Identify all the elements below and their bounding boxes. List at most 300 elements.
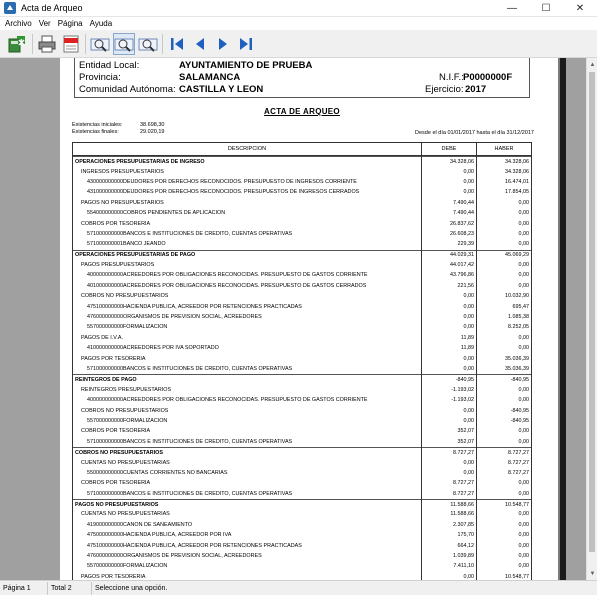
row-debe: 0,00 [463, 178, 474, 185]
row-haber: 0,00 [518, 199, 529, 206]
row-haber: -840,95 [510, 407, 529, 414]
row-debe: 1.039,89 [453, 553, 474, 560]
table-row [73, 416, 531, 426]
row-description [73, 428, 421, 434]
row-description [73, 356, 421, 362]
row-debe: 8.727,27 [453, 449, 474, 456]
row-haber: -840,95 [510, 376, 529, 383]
row-debe: 8.727,27 [453, 490, 474, 497]
row-debe: 26.608,23 [450, 230, 474, 237]
table-row [73, 509, 531, 519]
row-haber: 0,00 [518, 480, 529, 487]
row-description [73, 450, 421, 456]
account-code: 557000000000 [87, 563, 123, 570]
row-description [73, 574, 421, 580]
row-haber: 0,00 [518, 345, 529, 352]
app-icon [4, 2, 16, 14]
table-row [73, 353, 531, 363]
row-description [73, 189, 421, 195]
table-row [73, 468, 531, 478]
table-row [73, 333, 531, 343]
row-description [73, 522, 421, 528]
row-description [73, 252, 421, 258]
row-text: ACREEDORES POR OBLIGACIONES RECONOCIDAS. PRESUPUESTO DE GASTOS CORRIENTE [123, 272, 368, 279]
table-row [73, 343, 531, 353]
row-debe: 2.307,85 [453, 521, 474, 528]
nif-value: P0000000F [463, 72, 513, 83]
account-code: 419000000000 [87, 521, 123, 528]
account-code: 475000000000 [87, 532, 123, 539]
row-text: REINTEGROS PRESUPUESTARIOS [81, 386, 172, 393]
print-icon [37, 34, 57, 54]
table-row [73, 374, 531, 384]
row-text: HACIENDA PUBLICA, ACREEDOR POR IVA [123, 532, 232, 539]
row-haber: 0,00 [518, 532, 529, 539]
first-page-icon [169, 36, 185, 52]
account-code: 400000000000 [87, 272, 123, 279]
row-description [73, 200, 421, 206]
zoom-text-icon [138, 34, 158, 54]
table-row [73, 322, 531, 332]
row-haber: 0,00 [518, 553, 529, 560]
row-text: CUENTAS NO PRESUPUESTARIAS [81, 459, 170, 466]
row-description [73, 397, 421, 403]
existencias-iniciales [72, 122, 165, 128]
table-row [73, 447, 531, 457]
table-row [73, 572, 531, 580]
account-code: 550000000000 [87, 469, 123, 476]
row-description [73, 293, 421, 299]
vertical-scrollbar[interactable] [586, 58, 597, 580]
menu-archivo[interactable]: Archivo [5, 19, 32, 28]
toolbar-separator [85, 34, 86, 54]
row-debe: 7.411,10 [453, 563, 474, 570]
account-code: 430000000000 [87, 178, 123, 185]
row-text: ACREEDORES POR IVA SOPORTADO [123, 345, 219, 352]
account-code: 557000000000 [87, 324, 123, 331]
row-text: PAGOS DE I.V.A. [81, 334, 123, 341]
row-debe: 0,00 [463, 407, 474, 414]
table-row [73, 530, 531, 540]
provincia-label: Provincia: [79, 72, 121, 83]
table-row [73, 239, 531, 249]
row-haber: 35.036,39 [505, 355, 529, 362]
report-title: ACTA DE ARQUEO [264, 107, 340, 116]
table-row [73, 270, 531, 280]
status-message: Seleccione una opción. [95, 584, 168, 592]
row-debe: 0,00 [463, 303, 474, 310]
next-page-icon [215, 36, 231, 52]
row-text: FORMALIZACION [123, 563, 168, 570]
table-row [73, 478, 531, 488]
table-row [73, 198, 531, 208]
comunidad-label: Comunidad Autónoma: [79, 84, 176, 95]
account-code: 571000000000 [87, 438, 123, 445]
first-page-button[interactable] [166, 33, 188, 55]
minimize-button[interactable]: — [507, 3, 517, 14]
row-text: INGRESOS PRESUPUESTARIOS [81, 168, 164, 175]
row-text: PAGOS NO PRESUPUESTARIOS [75, 501, 159, 508]
row-description [73, 179, 421, 185]
table-row [73, 405, 531, 415]
table-row [73, 291, 531, 301]
account-code: 410000000000 [87, 345, 123, 352]
row-debe: 44.029,31 [450, 252, 474, 259]
row-description [73, 262, 421, 268]
row-text: OPERACIONES PRESUPUESTARIAS DE INGRESO [75, 158, 205, 165]
table-row [73, 312, 531, 322]
row-description [73, 241, 421, 247]
row-debe: -840,95 [455, 376, 474, 383]
row-text: ORGANISMOS DE PREVISION SOCIAL, ACREEDORES [123, 553, 262, 560]
column-divider [476, 156, 477, 580]
row-description [73, 408, 421, 414]
row-description [73, 345, 421, 351]
page-shadow [558, 58, 566, 580]
row-haber: 0,00 [518, 230, 529, 237]
row-text: ACREEDORES POR OBLIGACIONES RECONOCIDAS. PRESUPUESTO DE GASTOS CERRADOS [123, 282, 367, 289]
title-bar [0, 0, 597, 17]
exist-fin-value: 29.020,19 [140, 129, 165, 135]
col-debe: DEBE [421, 143, 476, 155]
row-haber: 0,00 [518, 397, 529, 404]
table-row [73, 260, 531, 270]
row-haber: 16.474,01 [505, 178, 529, 185]
row-description [73, 335, 421, 341]
print-button[interactable] [36, 33, 58, 55]
pdf-button[interactable] [60, 33, 82, 55]
row-debe: 0,00 [463, 417, 474, 424]
row-haber: 35.036,39 [505, 366, 529, 372]
col-descripcion: DESCRIPCION [227, 146, 267, 152]
row-description [73, 324, 421, 330]
account-code: 554000000000 [87, 210, 123, 217]
last-page-button[interactable] [235, 33, 257, 55]
row-text: HACIENDA PUBLICA, ACREEDOR POR RETENCIONES PRACTICADAS [123, 303, 302, 310]
prev-page-button[interactable] [189, 33, 211, 55]
row-description [73, 314, 421, 320]
status-total: Total 2 [48, 582, 92, 595]
row-description [73, 502, 421, 508]
row-haber: 0,00 [518, 282, 529, 289]
zoom-text-button[interactable] [137, 33, 159, 55]
table-row [73, 166, 531, 176]
row-description [73, 366, 421, 372]
row-debe: 664,12 [457, 542, 474, 549]
menu-ver[interactable]: Ver [38, 19, 51, 28]
row-haber: 8.727,27 [508, 449, 529, 456]
export-icon [7, 34, 27, 54]
scroll-thumb[interactable] [589, 72, 595, 552]
account-code: 476000000000 [87, 314, 123, 321]
row-text: HACIENDA PUBLICA, ACREEDOR POR RETENCIONES PRACTICADAS [123, 542, 302, 549]
row-haber: 0,00 [518, 542, 529, 549]
row-haber: 8.252,05 [508, 324, 529, 331]
row-text: CUENTAS CORRIENTES NO BANCARIAS [123, 469, 228, 476]
table-row [73, 457, 531, 467]
ejercicio-value: 2017 [465, 84, 487, 95]
table-row [73, 520, 531, 530]
row-description [73, 480, 421, 486]
row-text: BANCOS E INSTITUCIONES DE CREDITO, CUENTAS OPERATIVAS [123, 230, 293, 237]
row-text: OPERACIONES PRESUPUESTARIAS DE PAGO [75, 252, 196, 259]
row-debe: 352,07 [457, 438, 474, 445]
row-description [73, 210, 421, 216]
window-title: Acta de Arqueo [21, 3, 83, 13]
report-page [60, 58, 558, 580]
row-description [73, 272, 421, 278]
row-text: BANCO JEANDO [123, 241, 166, 248]
table-row [73, 177, 531, 187]
table-row [73, 499, 531, 509]
row-description [73, 283, 421, 289]
menu-bar [0, 17, 597, 30]
row-debe: 0,00 [463, 459, 474, 466]
row-debe: 0,00 [463, 168, 474, 175]
row-text: PAGOS PRESUPUESTARIOS [81, 262, 155, 269]
close-button[interactable]: ✕ [575, 3, 585, 14]
row-text: CANON DE SANEAMIENTO [123, 521, 193, 528]
row-text: PAGOS POR TESORERIA [81, 573, 146, 580]
comunidad-value: CASTILLA Y LEON [179, 84, 264, 95]
row-text: COBROS PENDIENTES DE APLICACION [123, 210, 226, 217]
existencias-finales [72, 129, 165, 135]
row-debe: 0,00 [463, 314, 474, 321]
row-haber: 0,00 [518, 438, 529, 445]
row-description [73, 511, 421, 517]
row-haber: 17.854,05 [505, 189, 529, 196]
row-text: REINTEGROS DE PAGO [75, 376, 137, 383]
row-description [73, 543, 421, 549]
row-description [73, 553, 421, 559]
table-row [73, 364, 531, 374]
table-row [73, 156, 531, 166]
table-row [73, 301, 531, 311]
row-debe: 0,00 [463, 366, 474, 372]
row-description [73, 231, 421, 237]
account-code: 571000000001 [87, 241, 123, 248]
table-header [73, 143, 531, 156]
nif-label: N.I.F.: [439, 72, 464, 83]
account-code: 400000000000 [87, 397, 123, 404]
row-description [73, 563, 421, 569]
account-code: 571000000000 [87, 490, 123, 497]
row-haber: 0,00 [518, 220, 529, 227]
row-haber: 0,00 [518, 428, 529, 435]
row-text: COBROS NO PRESUPUESTARIOS [75, 449, 163, 456]
row-debe: 0,00 [463, 573, 474, 580]
row-haber: 34.328,06 [505, 158, 529, 165]
row-haber: 10.548,77 [505, 501, 529, 508]
entidad-value: AYUNTAMIENTO DE PRUEBA [179, 60, 313, 71]
exist-fin-label: Existencias finales: [72, 129, 119, 135]
row-haber: 0,00 [518, 241, 529, 248]
table-row [73, 426, 531, 436]
row-text: COBROS NO PRESUPUESTARIOS [81, 407, 169, 414]
row-text: ACREEDORES POR OBLIGACIONES RECONOCIDAS. PRESUPUESTO DE GASTOS CORRIENTE [123, 397, 368, 404]
row-haber: 45.069,29 [505, 252, 529, 259]
row-haber: 8.727,27 [508, 469, 529, 476]
account-code: 476000000000 [87, 553, 123, 560]
row-haber: -840,95 [510, 417, 529, 424]
account-code: 475100000000 [87, 303, 123, 310]
exist-ini-label: Existencias iniciales: [72, 122, 123, 128]
row-debe: 0,00 [463, 189, 474, 196]
menu-ayuda[interactable]: Ayuda [89, 19, 113, 28]
arqueo-table [72, 142, 532, 580]
row-description [73, 387, 421, 393]
row-debe: 11,89 [460, 345, 474, 352]
account-code: 475100000000 [87, 542, 123, 549]
menu-pagina[interactable]: Página [57, 19, 83, 28]
row-text: FORMALIZACION [123, 417, 168, 424]
table-row [73, 218, 531, 228]
row-text: COBROS NO PRESUPUESTARIOS [81, 293, 169, 300]
row-haber: 695,47 [512, 303, 529, 310]
row-description [73, 159, 421, 165]
row-description [73, 221, 421, 227]
row-haber: 34.328,06 [505, 168, 529, 175]
scroll-up-icon[interactable]: ▲ [589, 61, 596, 68]
exist-ini-value: 38.698,30 [140, 122, 165, 128]
row-debe: 0,00 [463, 355, 474, 362]
row-debe: 26.837,62 [450, 220, 474, 227]
row-text: BANCOS E INSTITUCIONES DE CREDITO, CUENTAS OPERATIVAS [123, 438, 293, 445]
col-haber: HABER [476, 143, 531, 155]
export-button[interactable] [6, 33, 28, 55]
row-debe: 8.727,27 [453, 480, 474, 487]
status-page: Página 1 [0, 582, 48, 595]
row-haber: 0,00 [518, 521, 529, 528]
row-debe: 7.490,44 [453, 210, 474, 217]
table-row [73, 561, 531, 571]
table-row [73, 489, 531, 499]
toolbar-separator [162, 34, 163, 54]
row-description [73, 439, 421, 445]
zoom-page-button[interactable] [89, 33, 111, 55]
row-debe: 352,07 [457, 428, 474, 435]
date-range: Desde el día 01/01/2017 hasta el día 31/12/2017 [415, 130, 534, 136]
report-header [74, 58, 530, 98]
row-text: FORMALIZACION [123, 324, 168, 331]
account-code: 557000000000 [87, 417, 123, 424]
table-row [73, 395, 531, 405]
row-haber: 0,00 [518, 511, 529, 518]
row-haber: 0,00 [518, 490, 529, 497]
next-page-button[interactable] [212, 33, 234, 55]
toolbar [0, 30, 597, 58]
row-text: COBROS POR TESORERIA [81, 480, 151, 487]
row-text: DEUDORES POR DERECHOS RECONOCIDOS. PRESUPUESTO DE INGRESOS CORRIENTE [123, 178, 357, 185]
account-code: 571000000000 [87, 366, 123, 372]
row-debe: 7.490,44 [453, 199, 474, 206]
zoom-page-icon [90, 34, 110, 54]
row-description [73, 169, 421, 175]
table-row [73, 540, 531, 550]
row-debe: 0,00 [463, 293, 474, 300]
row-haber: 0,00 [518, 334, 529, 341]
row-debe: 0,00 [463, 324, 474, 331]
row-debe: 11.588,66 [450, 501, 474, 508]
zoom-width-button[interactable] [113, 33, 135, 55]
table-row [73, 551, 531, 561]
row-debe: 175,70 [457, 532, 474, 539]
row-text: ORGANISMOS DE PREVISION SOCIAL, ACREEDORES [123, 314, 262, 321]
row-description [73, 460, 421, 466]
table-row [73, 437, 531, 447]
row-text: CUENTAS NO PRESUPUESTARIAS [81, 511, 170, 518]
row-debe: 221,56 [457, 282, 474, 289]
row-description [73, 377, 421, 383]
row-description [73, 304, 421, 310]
row-text: PAGOS NO PRESUPUESTARIOS [81, 199, 164, 206]
account-code: 571000000000 [87, 230, 123, 237]
row-haber: 0,00 [518, 272, 529, 279]
table-row [73, 385, 531, 395]
toolbar-separator [32, 34, 33, 54]
document-viewport[interactable] [0, 58, 586, 580]
row-debe: 43.796,86 [450, 272, 474, 279]
row-debe: 11,89 [460, 334, 474, 341]
row-haber: 10.032,90 [505, 293, 529, 300]
entidad-label: Entidad Local: [79, 60, 140, 71]
table-row [73, 187, 531, 197]
row-description [73, 470, 421, 476]
row-debe: -1.193,02 [451, 397, 474, 404]
status-bar [0, 580, 597, 595]
account-code: 401000000000 [87, 282, 123, 289]
row-haber: 0,00 [518, 563, 529, 570]
row-description [73, 418, 421, 424]
prev-page-icon [192, 36, 208, 52]
row-debe: 229,39 [457, 241, 474, 248]
row-haber: 8.727,27 [508, 459, 529, 466]
row-text: BANCOS E INSTITUCIONES DE CREDITO, CUENTAS OPERATIVAS [123, 490, 293, 497]
row-text: BANCOS E INSTITUCIONES DE CREDITO, CUENTAS OPERATIVAS [123, 366, 293, 372]
row-debe: 0,00 [463, 469, 474, 476]
row-debe: 11.588,66 [450, 511, 474, 518]
provincia-value: SALAMANCA [179, 72, 241, 83]
row-haber: 0,00 [518, 262, 529, 269]
row-debe: -1.193,02 [451, 386, 474, 393]
row-debe: 44.017,42 [450, 262, 474, 269]
account-code: 431000000000 [87, 189, 123, 196]
row-haber: 0,00 [518, 386, 529, 393]
zoom-width-icon [114, 34, 134, 54]
row-text: COBROS POR TESORERIA [81, 220, 151, 227]
row-description [73, 491, 421, 497]
pdf-icon [61, 34, 81, 54]
column-divider [421, 156, 422, 580]
table-row [73, 281, 531, 291]
row-text: PAGOS POR TESORERIA [81, 355, 146, 362]
maximize-button[interactable]: ☐ [541, 3, 551, 14]
table-row [73, 250, 531, 260]
table-row [73, 229, 531, 239]
row-description [73, 532, 421, 538]
row-haber: 0,00 [518, 210, 529, 217]
row-debe: 34.328,06 [450, 158, 474, 165]
row-haber: 1.085,38 [508, 314, 529, 321]
row-text: COBROS POR TESORERIA [81, 428, 151, 435]
row-haber: 10.548,77 [505, 573, 529, 580]
ejercicio-label: Ejercicio: [425, 84, 464, 95]
scroll-down-icon[interactable]: ▼ [589, 570, 596, 577]
table-row [73, 208, 531, 218]
table-body [73, 156, 531, 580]
row-text: DEUDORES POR DERECHOS RECONOCIDOS. PRESUPUESTOS DE INGRESOS CERRADOS [123, 189, 360, 196]
last-page-icon [238, 36, 254, 52]
